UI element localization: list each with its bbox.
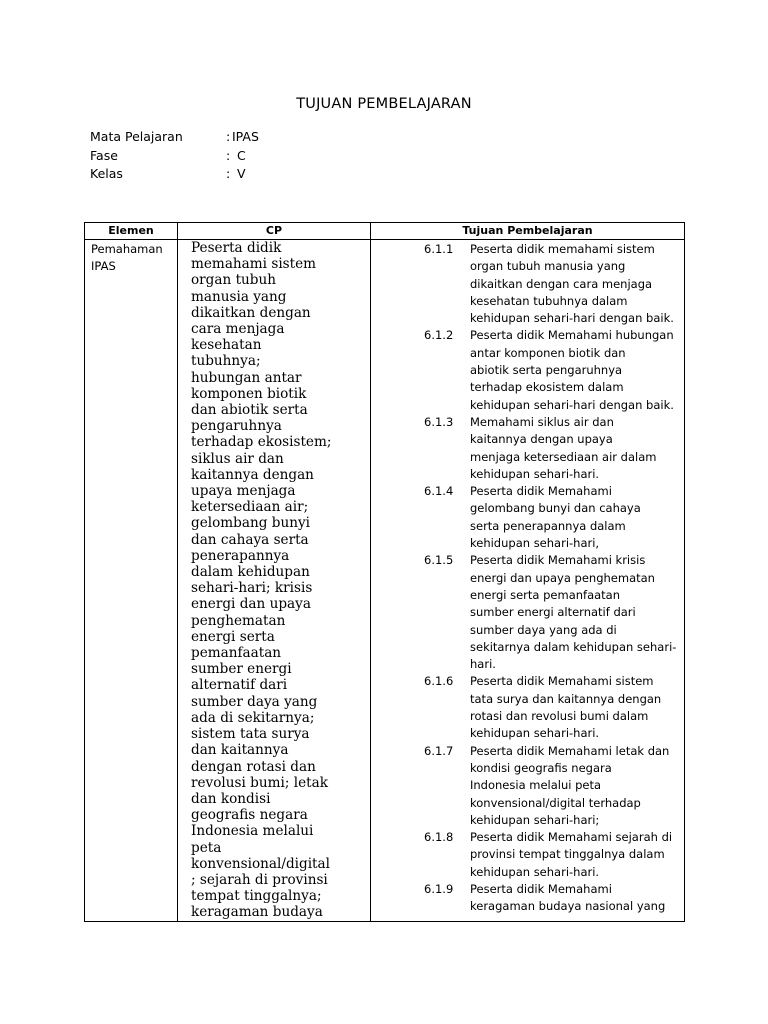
document-meta xyxy=(90,128,490,184)
tujuan-number: 6.1.8 xyxy=(424,830,454,845)
tujuan-item xyxy=(385,327,685,413)
tujuan-text: Peserta didik Memahami letak dan kondisi geografis negara Indonesia melalui peta konvensional/digital terhadap kehidupan sehari-hari; xyxy=(470,743,670,827)
meta-row-mata-pelajaran xyxy=(90,128,490,147)
header-tujuan: Tujuan Pembelajaran xyxy=(462,224,593,237)
tujuan-text: Peserta didik Memahami gelombang bunyi dan cahaya serta penerapannya dalam kehidupan sehari-hari, xyxy=(470,484,641,551)
tujuan-text: Peserta didik Memahami sejarah di provinsi tempat tinggalnya dalam kehidupan sehari-hari. xyxy=(470,830,673,879)
meta-separator: : xyxy=(226,129,231,144)
document-title: TUJUAN PEMBELAJARAN xyxy=(296,96,472,112)
tujuan-number: 6.1.4 xyxy=(424,484,454,499)
tujuan-number: 6.1.7 xyxy=(424,743,454,758)
tujuan-number: 6.1.2 xyxy=(424,328,454,343)
tujuan-item xyxy=(385,673,685,742)
tujuan-number: 6.1.9 xyxy=(424,881,454,896)
tujuan-list xyxy=(385,241,685,916)
learning-objectives-table xyxy=(84,222,685,922)
tujuan-text: Peserta didik Memahami hubungan antar komponen biotik dan abiotik serta pengaruhnya terhadap ekosistem dalam kehidupan sehari-hari dengan baik. xyxy=(470,328,674,412)
cell-elemen: Pemahaman IPAS xyxy=(91,242,163,273)
tujuan-text: Peserta didik Memahami keragaman budaya nasional yang xyxy=(470,881,666,914)
tujuan-number: 6.1.3 xyxy=(424,414,454,429)
meta-label: Mata Pelajaran xyxy=(90,129,183,144)
column-divider xyxy=(177,223,178,921)
cell-cp: Peserta didik memahami sistem organ tubuh manusia yang dikaitkan dengan cara menjaga kesehatan tubuhnya; hubungan antar komponen biotik dan abiotik serta pengaruhnya terhadap ekosistem; siklus air dan kaitannya dengan upaya menjaga ketersediaan air; gelombang bunyi dan cahaya serta penerapannya dalam kehidupan sehari-hari; krisis energi dan upaya penghematan energi serta pemanfaatan sumber energi alternatif dari sumber daya yang ada di sekitarnya; sistem tata surya dan kaitannya dengan rotasi dan revolusi bumi; letak dan kondisi geografis negara Indonesia melalui peta konvensional/digital ; sejarah di provinsi tempat tinggalnya; keragaman budaya xyxy=(191,240,332,921)
header-elemen: Elemen xyxy=(108,224,154,237)
table-header-row xyxy=(85,223,684,240)
meta-value: V xyxy=(237,166,246,181)
meta-separator: : xyxy=(226,147,231,163)
meta-label: Fase xyxy=(90,147,118,163)
tujuan-number: 6.1.1 xyxy=(424,242,454,256)
tujuan-number: 6.1.5 xyxy=(424,553,454,568)
tujuan-number: 6.1.6 xyxy=(424,674,454,689)
tujuan-item xyxy=(385,829,685,881)
meta-separator: : xyxy=(226,166,231,181)
tujuan-text: Peserta didik Memahami krisis energi dan upaya penghematan energi serta pemanfaatan sumber energi alternatif dari sumber daya yang ada di sekitarnya dalam kehidupan sehari- hari. xyxy=(470,553,677,672)
meta-row-kelas xyxy=(90,165,490,184)
tujuan-item xyxy=(385,241,685,327)
meta-value: C xyxy=(237,147,246,163)
header-cp: CP xyxy=(265,224,283,237)
tujuan-text: Peserta didik Memahami sistem tata surya dan kaitannya dengan rotasi dan revolusi bumi dalam kehidupan sehari-hari. xyxy=(470,674,662,741)
tujuan-text: Memahami siklus air dan kaitannya dengan upaya menjaga ketersediaan air dalam kehidupan sehari-hari. xyxy=(470,414,657,481)
tujuan-text: Peserta didik memahami sistem organ tubuh manusia yang dikaitkan dengan cara menjaga kesehatan tubuhnya dalam kehidupan sehari-hari dengan baik. xyxy=(470,242,674,326)
meta-label: Kelas xyxy=(90,166,123,181)
tujuan-item xyxy=(385,881,685,916)
meta-value: IPAS xyxy=(232,129,259,144)
tujuan-item xyxy=(385,414,685,483)
column-divider xyxy=(370,223,371,921)
tujuan-item xyxy=(385,743,685,829)
meta-row-fase xyxy=(90,147,490,166)
tujuan-item xyxy=(385,483,685,552)
tujuan-item xyxy=(385,552,685,673)
